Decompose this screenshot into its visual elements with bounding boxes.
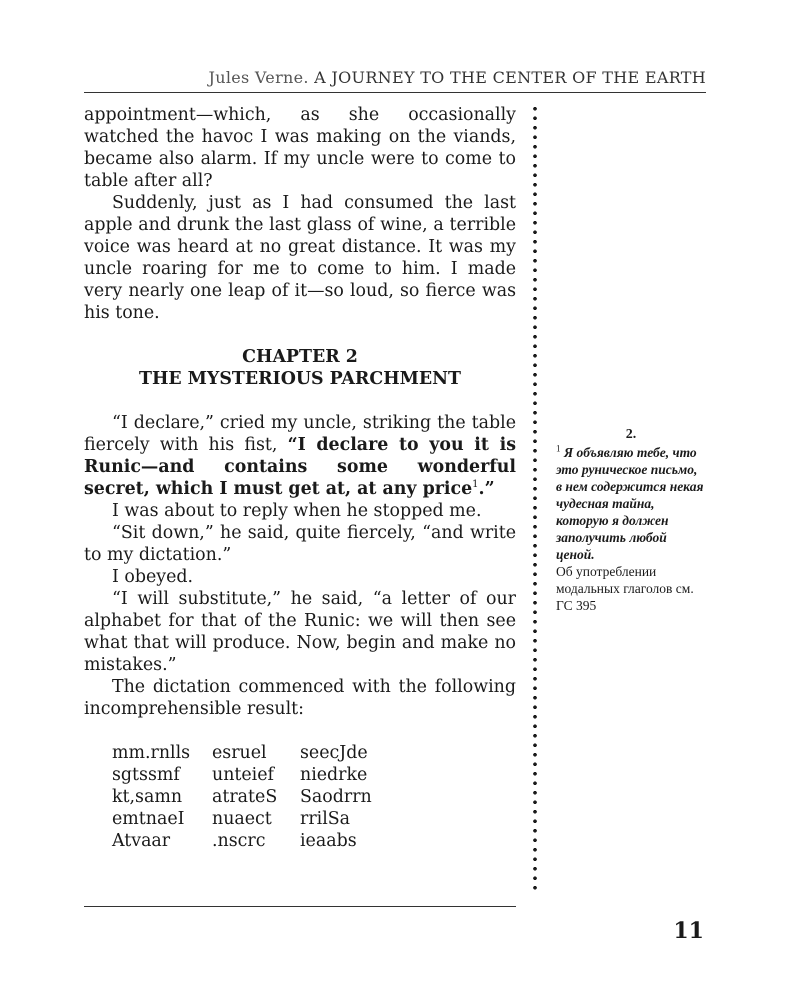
- cipher-row: [112, 786, 516, 808]
- running-head: [84, 68, 706, 87]
- cipher-word: unteief: [212, 765, 274, 785]
- cipher-block: [84, 742, 516, 852]
- header-rule: [84, 92, 706, 93]
- paragraph: I obeyed.: [112, 567, 194, 587]
- running-head-title: A JOURNEY TO THE CENTER OF THE EARTH: [314, 68, 706, 87]
- cipher-word: esruel: [212, 743, 267, 763]
- bold-quote-end: .”: [478, 479, 495, 499]
- cipher-row: [112, 830, 516, 852]
- cipher-word: Saodrrn: [300, 787, 372, 807]
- cipher-word: ieaabs: [300, 831, 357, 851]
- cipher-row: [112, 742, 516, 764]
- cipher-word: rrilSa: [300, 809, 351, 829]
- paragraph: [84, 412, 516, 500]
- cipher-word: nuaect: [212, 809, 272, 829]
- footnote-marker: 1: [556, 443, 561, 454]
- cipher-word: Atvaar: [112, 831, 171, 851]
- paragraph-text: “I declare,” cried my uncle, striking the table fiercely with his fist,: [84, 413, 516, 455]
- cipher-row: [112, 764, 516, 786]
- dotted-column-divider: [532, 104, 538, 890]
- page-number: 11: [673, 918, 704, 944]
- cipher-word: kt,samn: [112, 787, 183, 807]
- chapter-number: CHAPTER 2: [242, 347, 358, 367]
- paragraph: appointment—which, as she occasionally watched the havoc I was making on the viands, became also alarm. If my uncle were to come to table after all?: [84, 105, 516, 191]
- cipher-row: [112, 808, 516, 830]
- paragraph: Suddenly, just as I had consumed the last apple and drunk the last glass of wine, a terrible voice was heard at no great distance. It was my uncle roaring for me to come to him. I made very nearly one leap of it—so loud, so fierce was his tone.: [84, 193, 516, 323]
- margin-note-translation: [556, 444, 706, 563]
- margin-note: [556, 426, 706, 614]
- grammar-reference: Об употреблении модальных глаголов см. ГС 395: [556, 564, 694, 613]
- cipher-word: niedrke: [300, 765, 368, 785]
- chapter-title: THE MYSTERIOUS PARCHMENT: [139, 369, 461, 389]
- main-text-column: [84, 104, 516, 852]
- cipher-word: sgtssmf: [112, 765, 180, 785]
- cipher-word: atrateS: [212, 787, 278, 807]
- running-head-author: Jules Verne.: [208, 68, 309, 87]
- footnote-marker[interactable]: 1: [472, 479, 479, 491]
- cipher-word: mm.rnlls: [112, 743, 191, 763]
- translation-text: Я объявляю тебе, что это руническое письмо, в нем содержится некая чудесная тайна, которую я должен заполучить любой ценой.: [556, 445, 704, 562]
- bold-quote: “I declare to you it is Runic—and contains some wonderful secret, which I must get at, at any price: [84, 435, 517, 499]
- paragraph: “Sit down,” he said, quite fiercely, “and write to my dictation.”: [84, 523, 516, 565]
- cipher-word: seecJde: [300, 743, 368, 763]
- paragraph: The dictation commenced with the following incomprehensible result:: [84, 677, 516, 719]
- paragraph: “I will substitute,” he said, “a letter of our alphabet for that of the Runic: we will then see what that will produce. Now, begin and make no mistakes.”: [84, 589, 516, 675]
- footer-rule: [84, 906, 516, 907]
- chapter-heading: [84, 346, 516, 390]
- margin-note-number: 2.: [625, 427, 637, 442]
- cipher-word: .nscrc: [212, 831, 266, 851]
- cipher-word: emtnaeI: [112, 809, 185, 829]
- paragraph: I was about to reply when he stopped me.: [112, 501, 482, 521]
